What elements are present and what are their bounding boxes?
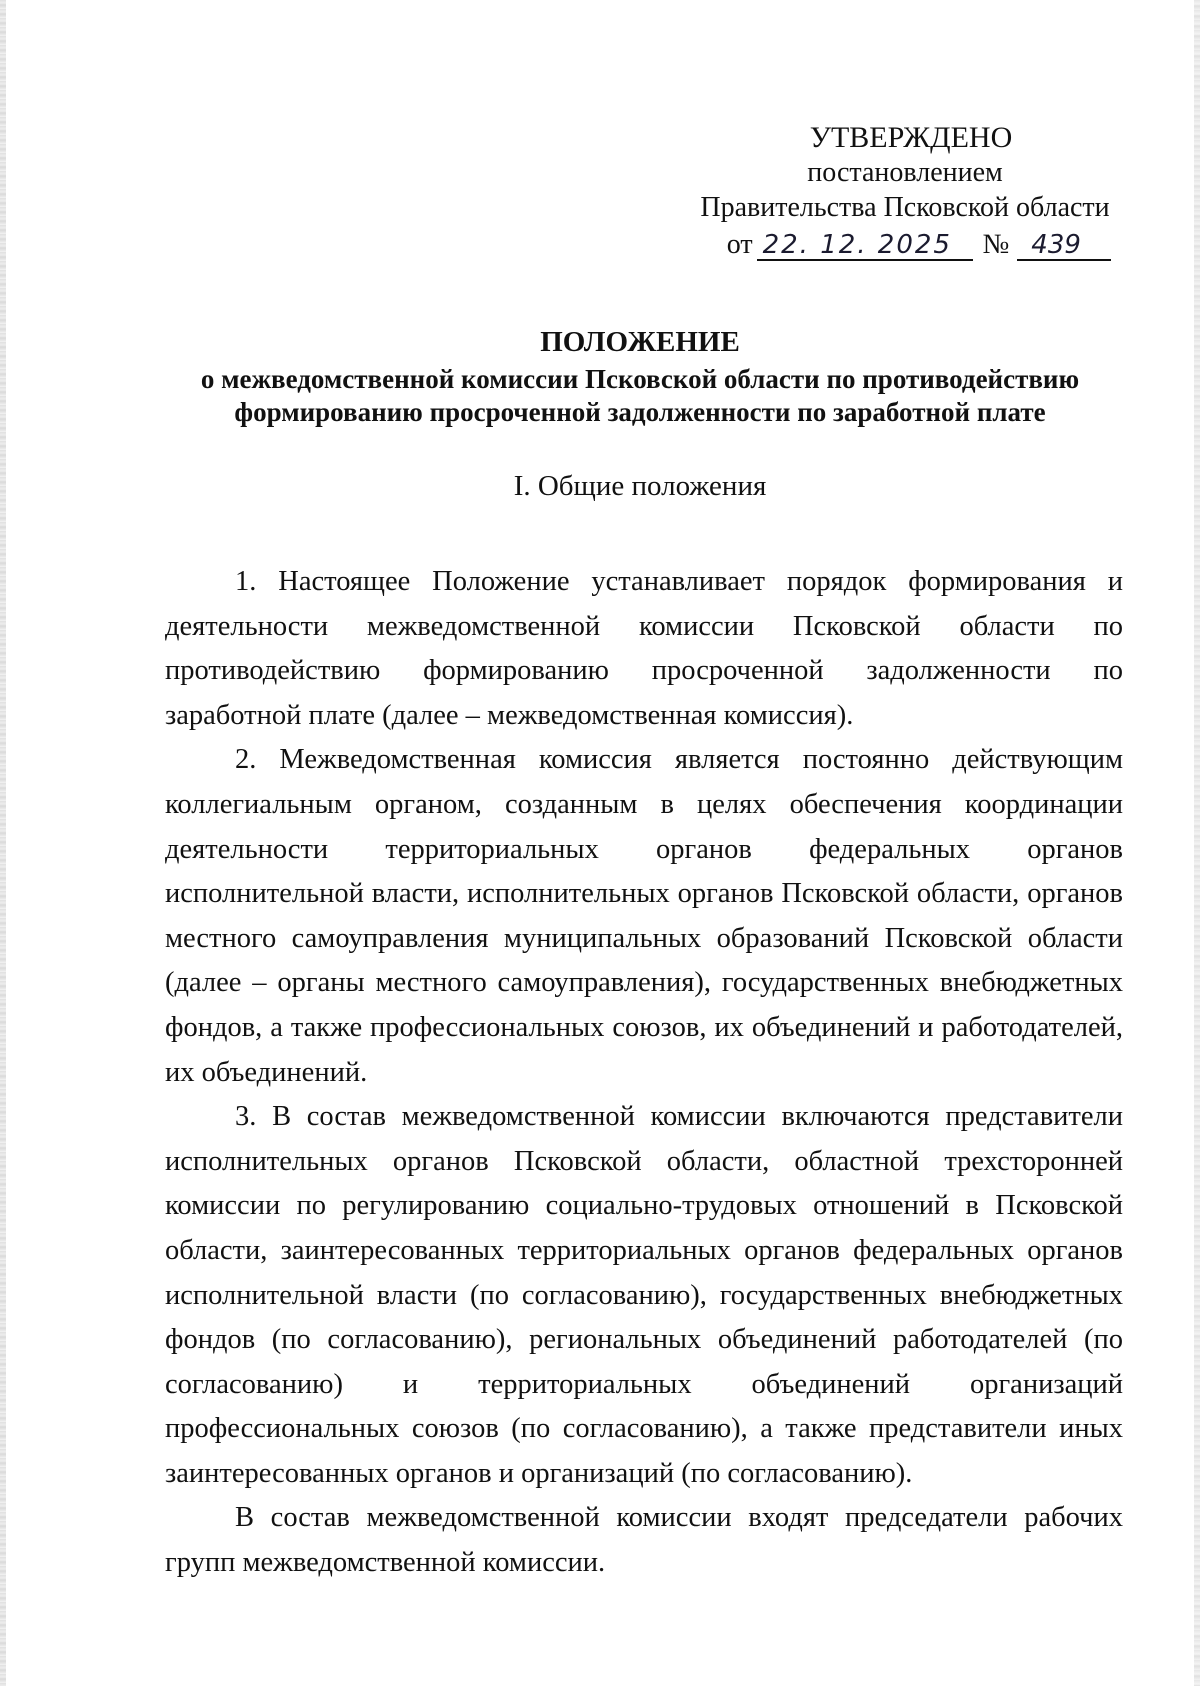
approval-stamp: [690, 120, 1120, 262]
resolution-label: постановлением: [807, 157, 1003, 188]
paragraph-4: В состав межведомственной комиссии входят председатели рабочих групп межведомственной комиссии.: [165, 1502, 1123, 1579]
document-subtitle-line1: о межведомственной комиссии Псковской области по противодействию: [200, 364, 1080, 394]
section-heading: I. Общие положения: [513, 470, 767, 502]
paragraph-3: 3. В состав межведомственной комиссии включаются представители исполнительных органов Псковской области, областной трехсторонней комиссии по регулированию социально-трудовых отношений в Псковской области, заинтересованных территориальных органов федеральных органов исполнительной власти (по согласованию), государственных внебюджетных фондов (по согласованию), региональных объединений работодателей (по согласованию) и территориальных объединений организаций профессиональных союзов (по согласованию), а также представители иных заинтересованных органов и организаций (по согласованию).: [165, 1101, 1123, 1489]
paragraph-2: 2. Межведомственная комиссия является постоянно действующим коллегиальным органом, созданным в целях обеспечения координации деятельности территориальных органов федеральных органов исполнительной власти, исполнительных органов Псковской области, органов местного самоуправления муниципальных образований Псковской области (далее – органы местного самоуправления), государственных внебюджетных фондов, а также профессиональных союзов, их объединений и работодателей, их объединений.: [165, 744, 1123, 1088]
document-body: [165, 560, 1123, 1586]
document-subtitle-line2: формированию просроченной задолженности по заработной плате: [234, 397, 1046, 427]
number-prefix: №: [982, 229, 1010, 260]
government-label: Правительства Псковской области: [700, 192, 1110, 223]
date-number-line: [690, 227, 1120, 262]
approved-label: УТВЕРЖДЕНО: [809, 121, 1013, 154]
document-title-block: [140, 326, 1140, 429]
date-prefix: от: [726, 229, 753, 260]
scan-edge-right: [1194, 0, 1200, 1686]
document-title: ПОЛОЖЕНИЕ: [540, 326, 740, 358]
paragraph-1: 1. Настоящее Положение устанавливает порядок формирования и деятельности межведомственной комиссии Псковской области по противодействию формированию просроченной задолженности по заработной плате (далее – межведомственная комиссия).: [165, 566, 1123, 731]
handwritten-number: 439: [1017, 231, 1111, 261]
handwritten-date: 22. 12. 2025: [757, 231, 973, 261]
scan-edge-left: [0, 0, 6, 1686]
